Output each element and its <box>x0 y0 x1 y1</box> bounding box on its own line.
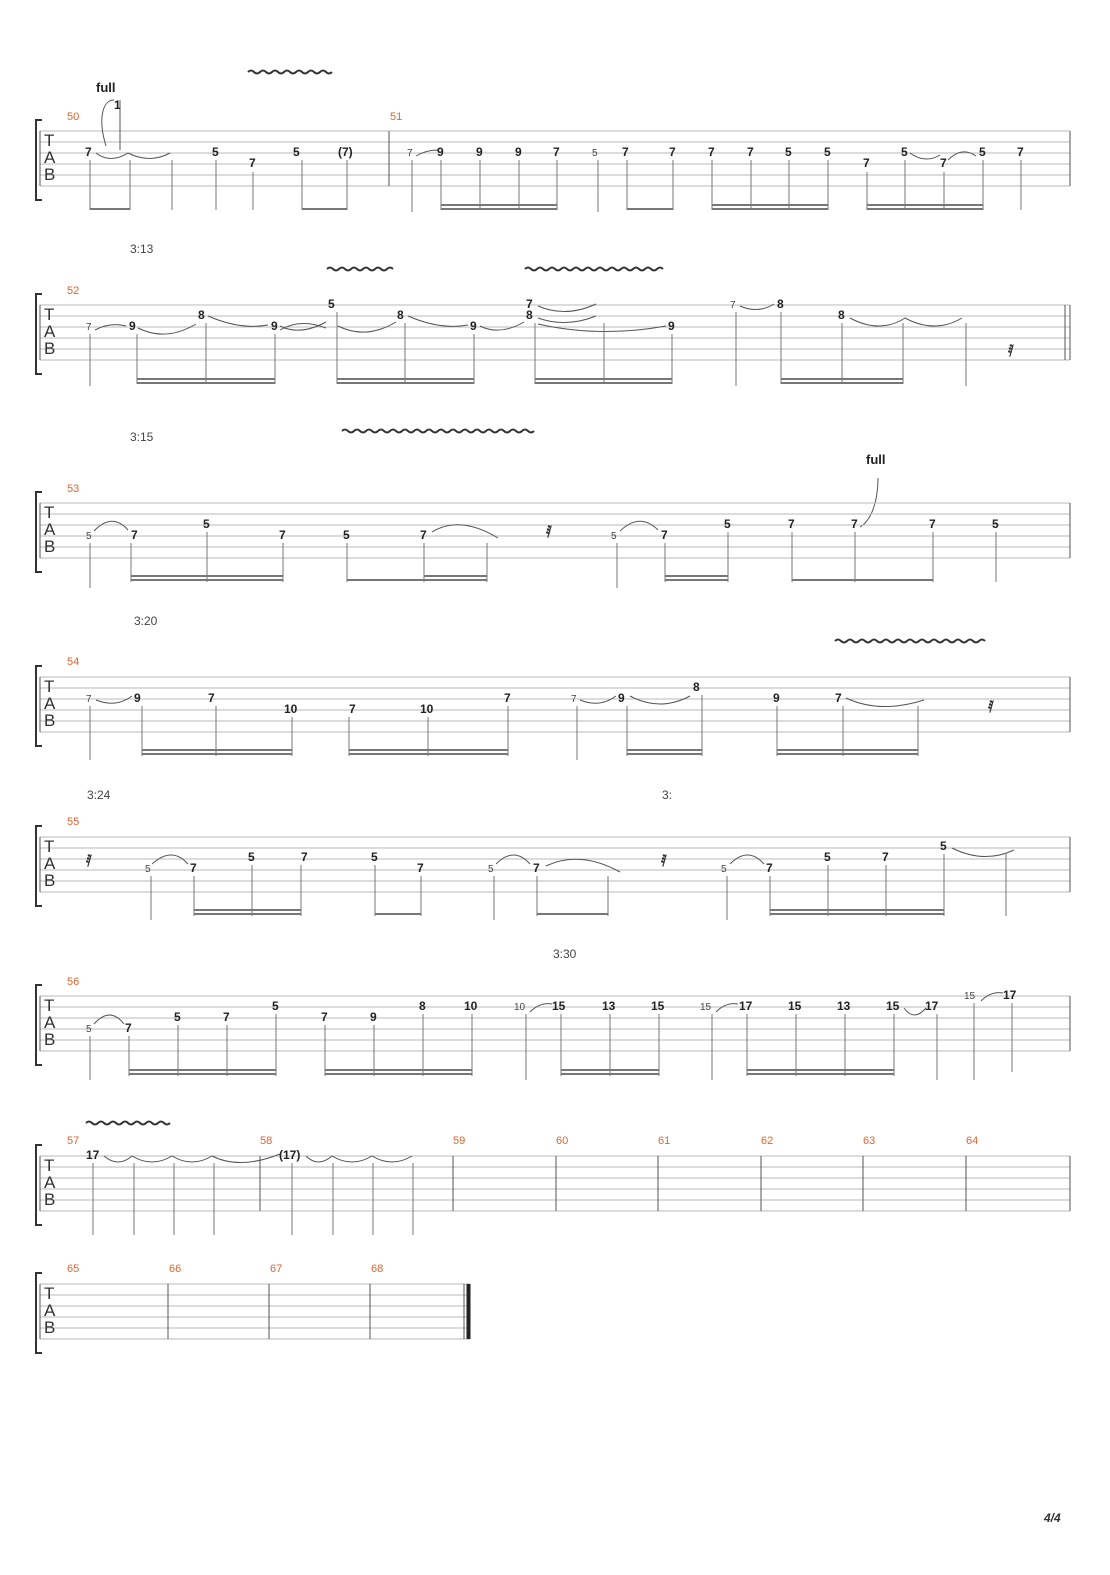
grace-note: 5 <box>488 864 494 875</box>
tab-clef-a: A <box>44 694 56 713</box>
fret-number: 9 <box>668 319 675 333</box>
fret-number: 7 <box>504 691 511 705</box>
tab-clef-a: A <box>44 1301 56 1320</box>
grace-note: 7 <box>86 694 92 705</box>
fret-number: 5 <box>371 850 378 864</box>
fret-number: 17 <box>739 999 753 1013</box>
bar-number: 65 <box>67 1263 80 1275</box>
timestamp: 3:13 <box>130 242 154 256</box>
fret-number: 9 <box>515 145 522 159</box>
tab-clef-t: T <box>44 1284 55 1303</box>
grace-note: 15 <box>700 1002 712 1013</box>
fret-number: 7 <box>301 850 308 864</box>
fret-number: 7 <box>661 528 668 542</box>
tab-clef-t: T <box>44 837 55 856</box>
fret-number: 7 <box>349 702 356 716</box>
fret-number: 5 <box>212 145 219 159</box>
system-4 <box>36 614 1070 760</box>
fret-number: 9 <box>129 319 136 333</box>
bar-number: 58 <box>260 1135 273 1147</box>
tab-clef-a: A <box>44 1173 56 1192</box>
rest-symbol: 𝅀 <box>546 524 552 541</box>
tab-clef-b: B <box>44 1318 56 1337</box>
grace-note: 5 <box>86 1024 92 1035</box>
tab-clef-b: B <box>44 1030 56 1049</box>
fret-number: 15 <box>552 999 566 1013</box>
fret-number: 7 <box>882 850 889 864</box>
fret-number: 8 <box>397 308 404 322</box>
page-number: 4/4 <box>1044 1511 1061 1525</box>
fret-number: 7 <box>417 861 424 875</box>
grace-note: 15 <box>964 991 976 1002</box>
fret-number: 5 <box>940 839 947 853</box>
staff-bracket <box>36 826 42 906</box>
bar-number: 66 <box>169 1263 182 1275</box>
grace-note: 5 <box>721 864 727 875</box>
fret-number: 7 <box>708 145 715 159</box>
fret-number: 1 <box>114 98 121 112</box>
rest-symbol: 𝅀 <box>988 699 994 716</box>
fret-number: 5 <box>272 999 279 1013</box>
fret-number: 7 <box>321 1010 328 1024</box>
fret-number: 5 <box>293 145 300 159</box>
fret-number: 7 <box>1017 145 1024 159</box>
grace-note: 7 <box>86 322 92 333</box>
fret-number: 7 <box>85 145 92 159</box>
grace-note: 5 <box>86 531 92 542</box>
tab-clef-b: B <box>44 871 56 890</box>
bar-number: 68 <box>371 1263 384 1275</box>
fret-number: 7 <box>622 145 629 159</box>
fret-number: 5 <box>724 517 731 531</box>
fret-number: 7 <box>835 691 842 705</box>
system-2 <box>36 242 1070 386</box>
tab-clef-b: B <box>44 1190 56 1209</box>
system-8 <box>36 1263 470 1353</box>
timestamp: 3:20 <box>134 614 158 628</box>
fret-number: 8 <box>777 297 784 311</box>
fret-number: 5 <box>203 517 210 531</box>
fret-number: 8 <box>526 308 533 322</box>
fret-number: 7 <box>208 691 215 705</box>
tab-clef-b: B <box>44 711 56 730</box>
bar-number: 55 <box>67 816 80 828</box>
fret-number: 9 <box>370 1010 377 1024</box>
bar-number: 52 <box>67 285 80 297</box>
fret-number: 8 <box>693 680 700 694</box>
fret-number: 5 <box>979 145 986 159</box>
fret-number: 7 <box>747 145 754 159</box>
fret-number: 9 <box>271 319 278 333</box>
fret-number: 7 <box>669 145 676 159</box>
grace-note: 7 <box>571 694 577 705</box>
fret-number: 7 <box>553 145 560 159</box>
fret-number: 9 <box>437 145 444 159</box>
fret-number: 8 <box>419 999 426 1013</box>
fret-number: 15 <box>886 999 900 1013</box>
fret-number: 8 <box>198 308 205 322</box>
tab-clef-t: T <box>44 305 55 324</box>
rest-symbol: 𝅀 <box>86 853 92 870</box>
bar-number: 59 <box>453 1135 466 1147</box>
tab-clef-a: A <box>44 854 56 873</box>
bar-number: 50 <box>67 111 80 123</box>
fret-number: 10 <box>420 702 434 716</box>
fret-number: 17 <box>86 1148 100 1162</box>
bend-label: full <box>96 80 116 95</box>
bar-number: 60 <box>556 1135 569 1147</box>
fret-number: 7 <box>190 861 197 875</box>
fret-number: 17 <box>925 999 939 1013</box>
fret-number: 17 <box>1003 988 1017 1002</box>
grace-note: 7 <box>730 300 736 311</box>
tab-clef-t: T <box>44 1156 55 1175</box>
tab-clef-a: A <box>44 148 56 167</box>
bar-number: 51 <box>390 111 403 123</box>
fret-number: 7 <box>863 156 870 170</box>
timestamp: 3:15 <box>130 430 154 444</box>
vibrato-mark <box>525 268 663 271</box>
bar-number: 53 <box>67 483 80 495</box>
tab-clef-b: B <box>44 339 56 358</box>
system-6 <box>36 947 1070 1080</box>
fret-number: 7 <box>223 1010 230 1024</box>
fret-number: 7 <box>788 517 795 531</box>
fret-number: 7 <box>131 528 138 542</box>
fret-number: 7 <box>929 517 936 531</box>
tab-clef-t: T <box>44 131 55 150</box>
fret-number: 7 <box>526 297 533 311</box>
fret-number: (7) <box>338 145 353 159</box>
tab-clef-a: A <box>44 322 56 341</box>
fret-number: 7 <box>851 517 858 531</box>
fret-number: 5 <box>824 145 831 159</box>
vibrato-mark <box>835 640 985 643</box>
fret-number: 5 <box>328 297 335 311</box>
fret-number: 10 <box>284 702 298 716</box>
fret-number: 15 <box>788 999 802 1013</box>
bar-number: 61 <box>658 1135 671 1147</box>
fret-number: 13 <box>837 999 851 1013</box>
vibrato-mark <box>342 430 534 433</box>
fret-number: 7 <box>279 528 286 542</box>
bar-number: 63 <box>863 1135 876 1147</box>
fret-number: 5 <box>174 1010 181 1024</box>
vibrato-mark <box>327 268 393 271</box>
grace-note: 7 <box>407 148 413 159</box>
system-5 <box>36 788 1070 920</box>
fret-number: 7 <box>420 528 427 542</box>
tab-clef-t: T <box>44 996 55 1015</box>
fret-number: 9 <box>773 691 780 705</box>
timestamp: 3: <box>662 788 673 802</box>
tab-clef-a: A <box>44 520 56 539</box>
vibrato-mark <box>248 71 332 74</box>
fret-number: 5 <box>248 850 255 864</box>
fret-number: 5 <box>785 145 792 159</box>
fret-number: 9 <box>470 319 477 333</box>
bar-number: 57 <box>67 1135 80 1147</box>
grace-note: 5 <box>592 148 598 159</box>
rest-symbol: 𝅀 <box>661 853 667 870</box>
fret-number: 5 <box>992 517 999 531</box>
timestamp: 3:24 <box>87 788 111 802</box>
fret-number: 5 <box>901 145 908 159</box>
bar-number: 56 <box>67 976 80 988</box>
fret-number: 7 <box>533 861 540 875</box>
system-7 <box>36 1122 1070 1236</box>
grace-note: 5 <box>145 864 151 875</box>
fret-number: 13 <box>602 999 616 1013</box>
bend-label: full <box>866 452 886 467</box>
fret-number: 8 <box>838 308 845 322</box>
fret-number: 10 <box>464 999 478 1013</box>
fret-number: 9 <box>618 691 625 705</box>
vibrato-mark <box>86 1122 170 1125</box>
tab-clef-t: T <box>44 503 55 522</box>
bar-number: 67 <box>270 1263 283 1275</box>
fret-number: 15 <box>651 999 665 1013</box>
system-1 <box>36 71 1070 213</box>
fret-number: 9 <box>476 145 483 159</box>
fret-number: 7 <box>766 861 773 875</box>
fret-number: 7 <box>940 156 947 170</box>
fret-number: (17) <box>279 1148 301 1162</box>
bar-number: 54 <box>67 656 80 668</box>
fret-number: 5 <box>343 528 350 542</box>
grace-note: 10 <box>514 1002 526 1013</box>
tab-clef-b: B <box>44 537 56 556</box>
fret-number: 7 <box>125 1021 132 1035</box>
fret-number: 5 <box>824 850 831 864</box>
tab-clef-a: A <box>44 1013 56 1032</box>
bar-number: 62 <box>761 1135 774 1147</box>
tab-clef-b: B <box>44 165 56 184</box>
fret-number: 7 <box>249 156 256 170</box>
fret-number: 9 <box>134 691 141 705</box>
rest-symbol: 𝅀 <box>1008 343 1014 360</box>
tab-clef-t: T <box>44 677 55 696</box>
system-3 <box>36 430 1070 589</box>
grace-note: 5 <box>611 531 617 542</box>
timestamp: 3:30 <box>553 947 577 961</box>
bar-number: 64 <box>966 1135 979 1147</box>
